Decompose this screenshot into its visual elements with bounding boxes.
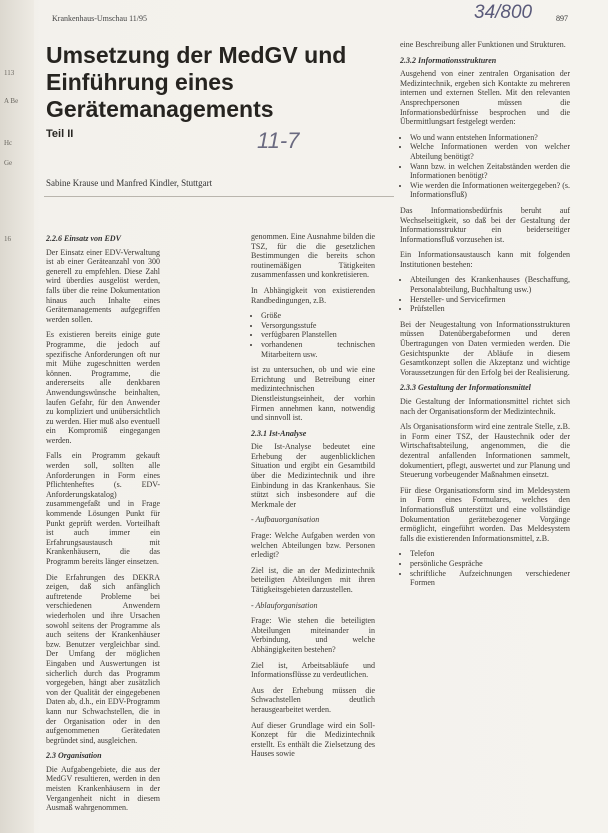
list-item: • Größe [261, 311, 375, 321]
handwritten-number: 34/800 [474, 2, 533, 23]
text-column-1 [46, 232, 160, 819]
paragraph: Falls ein Programm gekauft werden soll, sollten alle Anforderungen in Form eines Pflichtenheftes (s. EDV-Anforderungskatalog) zusammengefaßt und in Frage kommende Lösungen Punkt für Punkt geprüft werden. Vorteilhaft ist auch immer ein Erfahrungsaustausch mit Krankenhäusern, die das Programm bereits länger einsetzen. [46, 451, 160, 566]
list-item: • persönliche Gespräche [410, 559, 570, 569]
journal-header: Krankenhaus-Umschau 11/95 [52, 14, 148, 23]
list-item: • vorhandenen technischen Mitarbeitern usw. [261, 340, 375, 359]
margin-note: 113 [4, 69, 15, 77]
paragraph: Auf dieser Grundlage wird ein Soll-Konzept für die Medizintechnik erstellt. Es enthält die Zielsetzung des Hauses sowie [251, 720, 375, 759]
list-item: • Wie werden die Informationen weitergegeben? (s. Informationsfluß) [410, 181, 570, 200]
margin-note: A Be [4, 97, 19, 105]
paragraph: Die Ist-Analyse bedeutet eine Erhebung der augenblicklichen Situation und ergibt ein Gesamtbild über die Medizintechnik und ihre Einbindung in das Krankenhaus. Sie stützt sich insbesondere auf die Merkmale der [251, 442, 375, 509]
paragraph: In Abhängigkeit von existierenden Randbedingungen, z.B. [251, 285, 375, 305]
paragraph: Frage: Welche Aufgaben werden von welchen Abteilungen bzw. Personen erledigt? [251, 531, 375, 560]
subheading: - Aufbauorganisation [251, 515, 320, 525]
list-item: • verfügbaren Planstellen [261, 330, 375, 340]
paragraph: Aus der Erhebung müssen die Schwachstellen deutlich herausgearbeitet werden. [251, 685, 375, 714]
bullet-list [251, 311, 375, 359]
paragraph: Die Gestaltung der Informationsmittel richtet sich nach der Organisationsform der Medizintechnik. [400, 397, 570, 416]
section-heading: 2.3.3 Gestaltung der Informationsmittel [400, 383, 531, 393]
list-item: • Versorgungsstufe [261, 321, 375, 331]
section-heading: 2.3.1 Ist-Analyse [251, 428, 307, 438]
list-item: • Wo und wann entstehen Informationen? [410, 133, 570, 143]
paragraph: Die Aufgabengebiete, die aus der MedGV resultieren, werden in den meisten Krankenhäusern in der Vergangenheit nicht in diesem Ausmaß wahrgenommen. [46, 764, 160, 813]
article-part: Teil II [46, 128, 74, 140]
list-item: • Wann bzw. in welchen Zeitabständen werden die Informationen benötigt? [410, 162, 570, 181]
paragraph: Die Erfahrungen des DEKRA zeigen, daß sich anfänglich auftretende Probleme bei verschiedenen Anwendern wiederholen und ihre Ursachen sowohl seitens der Programme als auch seitens der Krankenhäuser bzw. Benutzer vergleichbar sind. Der Umfang der möglichen Eingaben und Auswertungen ist sicherlich durch das Programm vorgegeben, hängt aber zusätzlich von der Qualität der eingegebenen Daten ab, d.h., ein EDV-Programm kann nur Schwachstellen, die in der Organisation oder in den aufgenommenen Gerätedaten begründet sind, ausgleichen. [46, 572, 160, 745]
section-heading: 2.3 Organisation [46, 751, 102, 761]
paragraph: Der Einsatz einer EDV-Verwaltung ist ab einer Geräteanzahl von 300 generell zu empfehlen. Diese Zahl wird überdies ausgelöst werden, falls über die reine Dokumentation hinaus auch Inhalte eines Gerätemanagements aufgegriffen werden sollen. [46, 247, 160, 324]
paragraph: genommen. Eine Ausnahme bilden die TSZ, für die die gesetzlichen Bestimmungen die bereits schon routinemäßigen Tätigkeiten zusammenfassen und konkretisieren. [251, 232, 375, 280]
margin-note: 16 [4, 235, 11, 243]
paragraph: Für diese Organisationsform sind im Meldesystem in Form eines Formulares, welches den Informationsfluß unterstützt und eine vollständige Dokumentation gerätebezogener Vorgänge ermöglicht, eingeführt worden. Das Meldesystem falls die existierenden Informationsmittel, z.B. [400, 485, 570, 543]
paragraph: Es existieren bereits einige gute Programme, die jedoch auf spezifische Anforderungen oft nur mit Mühe zugeschnitten werden können. Programme, die andererseits alle denkbaren Anwendungswünsche beinhalten, laufen Gefahr, für den Anwender zu kompliziert und unübersichtlich zu werden. Hier muß also eventuell ein Kompromiß eingegangen werden. [46, 330, 160, 445]
paragraph: Ein Informationsaustausch kann mit folgenden Institutionen bestehen: [400, 250, 570, 269]
paragraph: Ziel ist, Arbeitsabläufe und Informationsflüsse zu verdeutlichen. [251, 660, 375, 680]
bullet-list [400, 275, 570, 313]
section-heading: 2.3.2 Informationsstrukturen [400, 55, 497, 65]
margin-note: Hc [4, 139, 13, 147]
paragraph: Bei der Neugestaltung von Informationsstrukturen müssen Datenübergabeformen und deren Übertragungen von Daten vermieden werden. Die Gesichtspunkte der Abläufe in diesem Gesamtkonzept sollen die Akzeptanz und wichtige Voraussetzungen für den Erfolg bei der Realisierung. [400, 319, 570, 377]
handwritten-note: 11-7 [257, 128, 300, 153]
list-item: • Hersteller- und Servicefirmen [410, 295, 570, 305]
paragraph: Ausgehend von einer zentralen Organisation der Medizintechnik, ergeben sich Kontakte zu mehreren internen und externen Stellen. Mit den relevanten Ansprechpersonen müssen die Informationsbedürfnisse besprochen und die Übermittlungsart festgelegt werden: [400, 69, 570, 127]
paragraph: Als Organisationsform wird eine zentrale Stelle, z.B. in Form einer TSZ, der Haustechnik oder der Wirtschaftsabteilung, angenommen, die die dezentral anfallenden Informationen sammelt, dokumentiert, pflegt, auswertet und zur Planung und Steuerung vorbeugender Maßnahmen einsetzt. [400, 422, 570, 480]
article-title: Umsetzung der MedGV und Einführung eines Gerätemanagements [46, 42, 347, 122]
list-item: • schriftliche Aufzeichnungen verschiedener Formen [410, 569, 570, 588]
text-column-3 [400, 40, 570, 594]
list-item: • Telefon [410, 549, 570, 559]
paragraph: Frage: Wie stehen die beteiligten Abteilungen miteinander in Verbindung, und welche Abhängigkeiten bestehen? [251, 616, 375, 654]
list-item: • Welche Informationen werden von welcher Abteilung benötigt? [410, 142, 570, 161]
text-column-2 [251, 232, 375, 765]
paragraph: Das Informationsbedürfnis beruht auf Wechselseitigkeit, so daß bei der Gestaltung der Informationsstruktur ein beiderseitiger Informationsfluß vorzusehen ist. [400, 205, 570, 244]
list-item: • Abteilungen des Krankenhauses (Beschaffung, Personalabteilung, Buchhaltung usw.) [410, 275, 570, 294]
section-heading: 2.2.6 Einsatz von EDV [46, 234, 121, 243]
subheading: - Ablauforganisation [251, 600, 318, 610]
bullet-list [400, 133, 570, 200]
margin-note: Ge [4, 159, 13, 167]
bullet-list [400, 549, 570, 587]
list-item: • Prüfstellen [410, 304, 570, 314]
paragraph: Ziel ist, die an der Medizintechnik beteiligten Abteilungen mit ihren Tätigkeitsgebieten darzustellen. [251, 565, 375, 594]
authors: Sabine Krause und Manfred Kindler, Stuttgart [46, 178, 213, 188]
page-number: 897 [556, 14, 568, 23]
paragraph: ist zu untersuchen, ob und wie eine Errichtung und Betreibung einer medizintechnischen Dienstleistungseinheit, der vorhin Firmen annehmen kann, notwendig und sinnvoll ist. [251, 365, 375, 423]
title-divider [44, 196, 394, 197]
page-margin [0, 0, 34, 833]
paragraph: eine Beschreibung aller Funktionen und Strukturen. [400, 40, 566, 49]
